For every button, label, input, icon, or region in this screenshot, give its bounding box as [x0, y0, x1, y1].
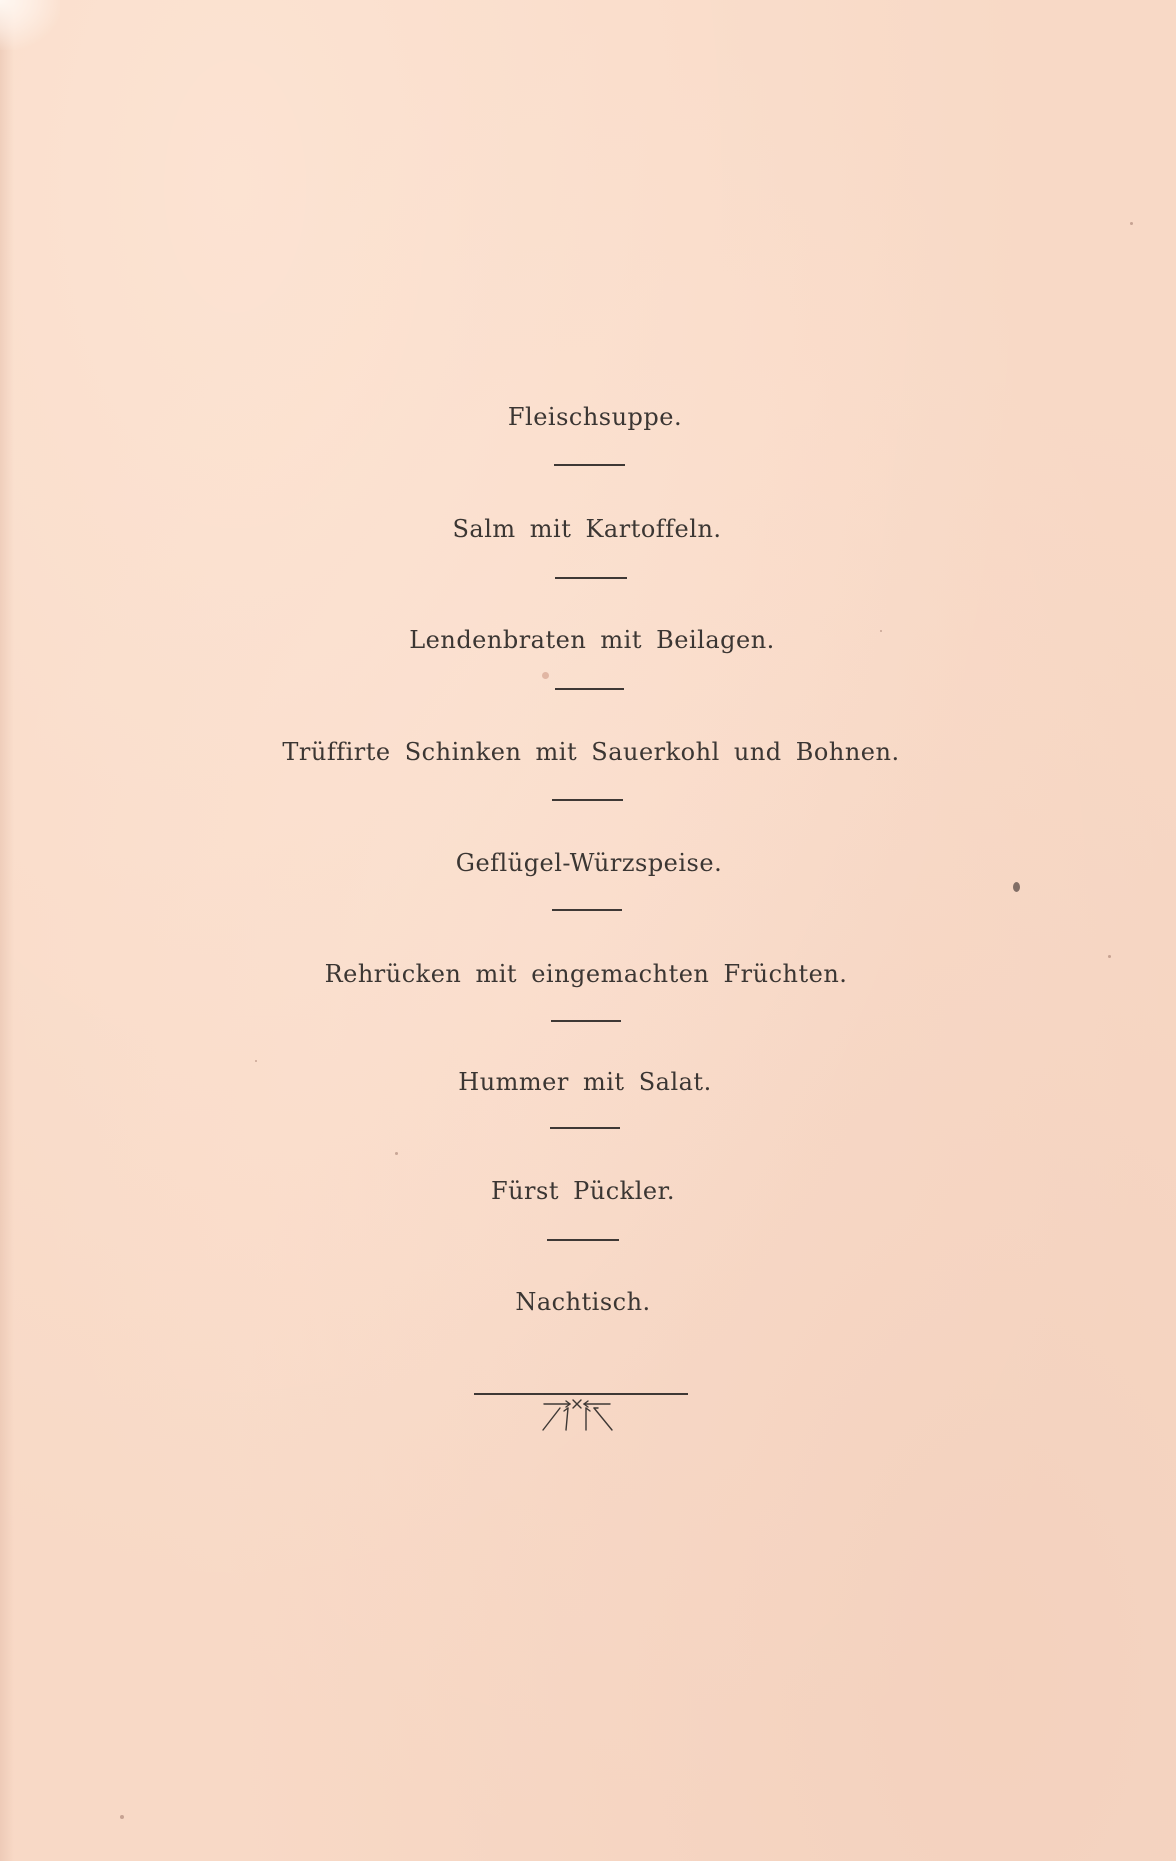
course-divider: [555, 577, 627, 579]
paper-speck: [1130, 222, 1133, 225]
course-divider: [552, 909, 622, 911]
closing-rule: [474, 1393, 688, 1395]
course-6: Rehrücken mit eingemachten Früchten.: [324, 960, 848, 988]
worn-corner: [0, 0, 60, 50]
course-5: Geflügel-Würzspeise.: [455, 849, 723, 877]
course-divider: [550, 1127, 620, 1129]
paper-speck: [395, 1152, 398, 1155]
course-7: Hummer mit Salat.: [458, 1068, 712, 1096]
course-3: Lendenbraten mit Beilagen.: [409, 626, 775, 654]
course-divider: [552, 799, 623, 801]
course-9: Nachtisch.: [515, 1288, 651, 1316]
paper-speck: [542, 672, 549, 679]
course-4: Trüffirte Schinken mit Sauerkohl und Bohnen.: [282, 738, 900, 766]
paper-speck: [1013, 882, 1020, 892]
course-divider: [554, 464, 625, 466]
paper-speck: [1108, 955, 1111, 958]
course-2: Salm mit Kartoffeln.: [452, 515, 722, 543]
course-1: Fleischsuppe.: [507, 403, 683, 431]
paper-speck: [120, 1815, 124, 1819]
paper-speck: [255, 1060, 257, 1062]
closing-ornament-icon: [540, 1398, 620, 1438]
course-divider: [547, 1239, 619, 1241]
paper-edge: [0, 0, 14, 1861]
course-8: Fürst Pückler.: [490, 1177, 676, 1205]
course-divider: [555, 688, 624, 690]
course-divider: [551, 1020, 621, 1022]
